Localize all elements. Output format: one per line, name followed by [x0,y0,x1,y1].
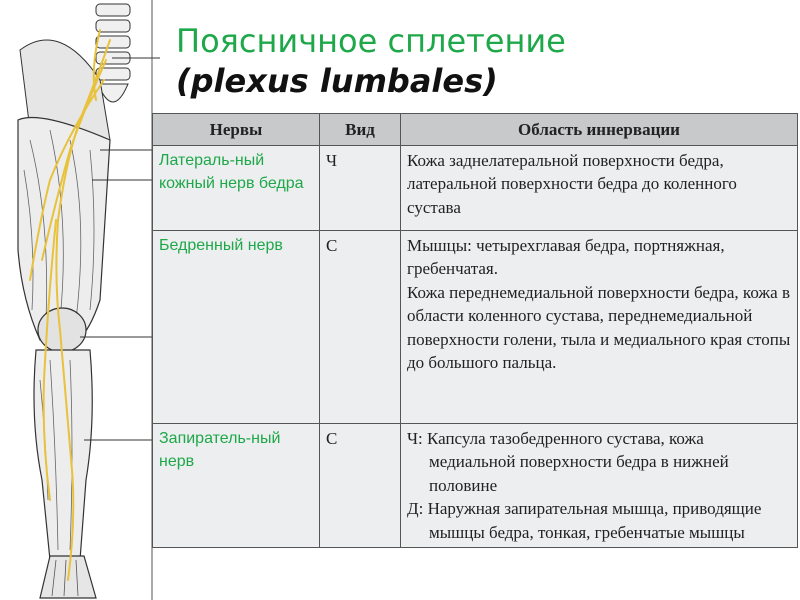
nerve-name: Бедренный нерв [153,231,320,424]
nerve-type: С [320,424,401,548]
innervation-text: Кожа переднемедиальной поверхности бедра, кожа в области коленного сустава, переднемедиальной поверхности голени, тыла и медиального края стопы до большого пальца. [407,282,791,373]
header-nerves: Нервы [153,114,320,146]
innervation-text: Кожа заднелатеральной поверхности бедра, латеральной поверхности бедра до коленного сустава [407,151,737,217]
innervation-text: Ч: Капсула тазобедренного сустава, кожа медиальной поверхности бедра в нижней половине [407,429,729,495]
table-row [153,231,798,424]
innervation-area [401,424,798,548]
page-subtitle: (plexus lumbales) [176,62,498,100]
innervation-area [401,231,798,424]
nerve-type: С [320,231,401,424]
nerve-name: Латераль-ный кожный нерв бедра [153,146,320,231]
nerve-type: Ч [320,146,401,231]
innervation-text: Мышцы: четырехглавая бедра, портняжная, гребенчатая. [407,236,725,279]
header-type: Вид [320,114,401,146]
page-title: Поясничное сплетение [176,22,566,60]
header-innervation-area: Область иннервации [401,114,798,146]
innervation-area [401,146,798,231]
table-header-row [153,114,798,146]
innervation-table [152,113,798,548]
leg-anatomy-illustration [0,0,160,600]
nerve-name: Запиратель-ный нерв [153,424,320,548]
table-row [153,424,798,548]
table-row [153,146,798,231]
innervation-text: Д: Наружная запирательная мышца, приводящие мышцы бедра, тонкая, гребенчатые мышцы [407,499,762,542]
